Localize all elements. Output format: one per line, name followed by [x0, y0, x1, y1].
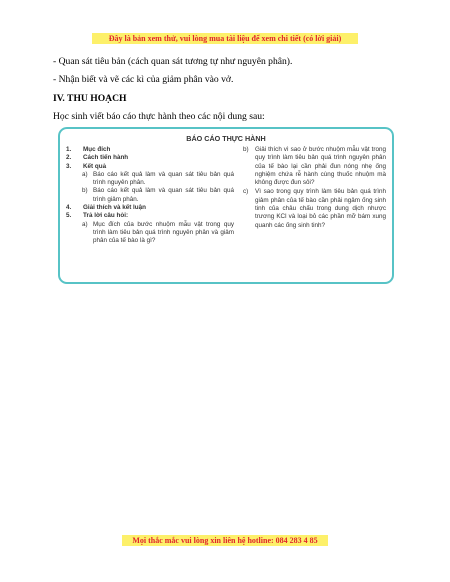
question-item [243, 146, 386, 187]
sub-text: Báo cáo kết quả làm và quan sát tiêu bản quá trình giảm phân. [93, 187, 234, 203]
report-box [58, 127, 394, 284]
section-heading: IV. THU HOẠCH [53, 93, 127, 104]
item-label: Cách tiến hành [83, 154, 129, 162]
sub-letter: a) [82, 220, 88, 228]
sub-text: Báo cáo kết quả làm và quan sát tiêu bản quá trình nguyên phân. [93, 170, 234, 187]
item-number: 2. [66, 154, 72, 162]
item-label: Giải thích và kết luận [83, 204, 146, 212]
item-number: 5. [66, 212, 72, 220]
sub-letter: b) [243, 146, 249, 153]
sub-text: Mục đích của bước nhuộm mẫu vật trong quy trình làm tiêu bản quá trình nguyên phân và giảm phân của tế bào là gì? [93, 220, 234, 245]
report-item-procedure [66, 154, 234, 162]
question-item [243, 188, 386, 229]
item-label: Trả lời câu hỏi: [83, 212, 129, 220]
report-item-explanation [66, 204, 234, 212]
report-item-results [66, 163, 234, 171]
item-number: 3. [66, 162, 72, 170]
item-number: 1. [66, 146, 72, 153]
item-number: 4. [66, 204, 72, 212]
question-item [66, 221, 234, 246]
result-sub-item [66, 187, 234, 204]
preview-banner: Đây là bản xem thử, vui lòng mua tài liệu để xem chi tiết (có lời giải) [92, 33, 358, 44]
result-sub-item [66, 171, 234, 188]
instruction-draw: - Nhận biết và vẽ các kì của giảm phân vào vở. [53, 74, 234, 85]
report-item-questions [66, 212, 234, 220]
instruction-observe: - Quan sát tiêu bản (cách quan sát tương tự như nguyên phân). [53, 56, 293, 67]
sub-letter: b) [82, 187, 88, 195]
sub-letter: a) [82, 170, 88, 178]
report-intro: Học sinh viết báo cáo thực hành theo các nội dung sau: [53, 111, 265, 122]
report-left-column [66, 146, 234, 246]
item-label: Kết quả [83, 162, 107, 170]
sub-letter: c) [243, 188, 249, 196]
sub-text: Vì sao trong quy trình làm tiêu bản quá trình giảm phân của tế bào cần phải ngâm ống sinh tinh của châu chấu trong dung dịch nhược trương KCl và loại bỏ các phần mỡ bám xung quanh các ống sinh tinh? [255, 188, 386, 229]
report-title: BÁO CÁO THỰC HÀNH [186, 134, 266, 143]
sub-text: Giải thích vì sao ở bước nhuộm mẫu vật trong quy trình làm tiêu bản quá trình nguyên phân của tế bào lại cần phải đun nóng nhẹ ống nghiệm chứa rễ hành cùng thuốc nhuộm mà không được đun sôi? [255, 146, 386, 187]
item-label: Mục đích [83, 146, 111, 153]
hotline-footer: Mọi thắc mắc vui lòng xin liên hệ hotline: 084 283 4 85 [122, 535, 328, 546]
report-right-column [243, 146, 386, 230]
